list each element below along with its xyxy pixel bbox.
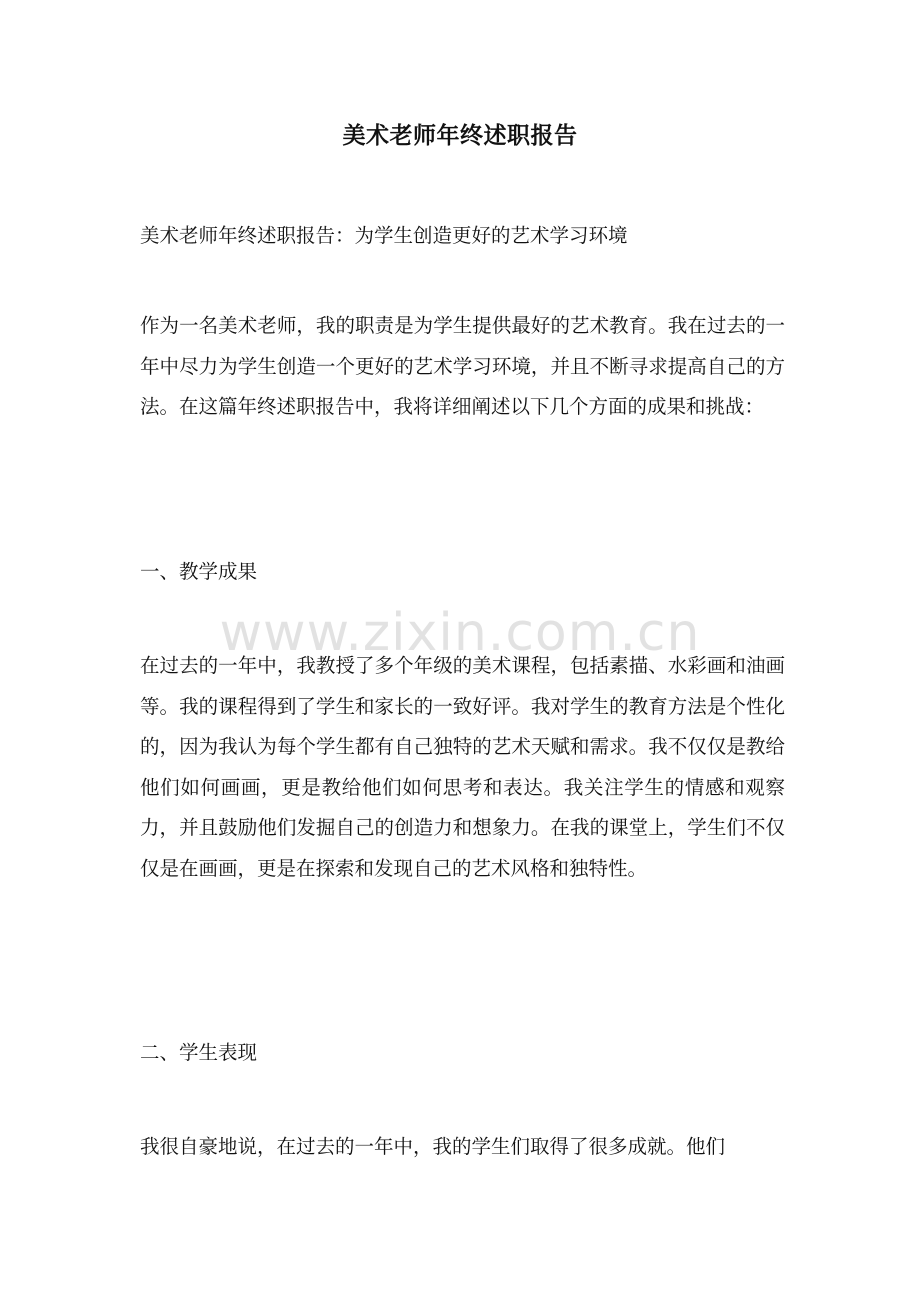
teaching-results-paragraph: 在过去的一年中，我教授了多个年级的美术课程，包括素描、水彩画和油画等。我的课程得到了学生和家长的一致好评。我对学生的教育方法是个性化的，因为我认为每个学生都有自己独特的艺术天赋和需求。我不仅仅是教给他们如何画画，更是教给他们如何思考和表达。我关注学生的情感和观察力，并且鼓励他们发掘自己的创造力和想象力。在我的课堂上，学生们不仅仅是在画画，更是在探索和发现自己的艺术风格和独特性。 xyxy=(140,654,785,880)
section-heading-student-performance: 二、学生表现 xyxy=(140,1041,258,1064)
student-performance-paragraph: 我很自豪地说，在过去的一年中，我的学生们取得了很多成就。他们 xyxy=(140,1135,726,1158)
section-heading-teaching-results: 一、教学成果 xyxy=(140,560,258,583)
intro-paragraph: 作为一名美术老师，我的职责是为学生提供最好的艺术教育。我在过去的一年中尽力为学生创造一个更好的艺术学习环境，并且不断寻求提高自己的方法。在这篇年终述职报告中，我将详细阐述以下几个方面的成果和挑战： xyxy=(140,314,785,418)
document-subtitle: 美术老师年终述职报告：为学生创造更好的艺术学习环境 xyxy=(140,224,628,247)
document-title: 美术老师年终述职报告 xyxy=(342,122,578,149)
watermark: www.zixin.com.cn xyxy=(219,603,701,663)
